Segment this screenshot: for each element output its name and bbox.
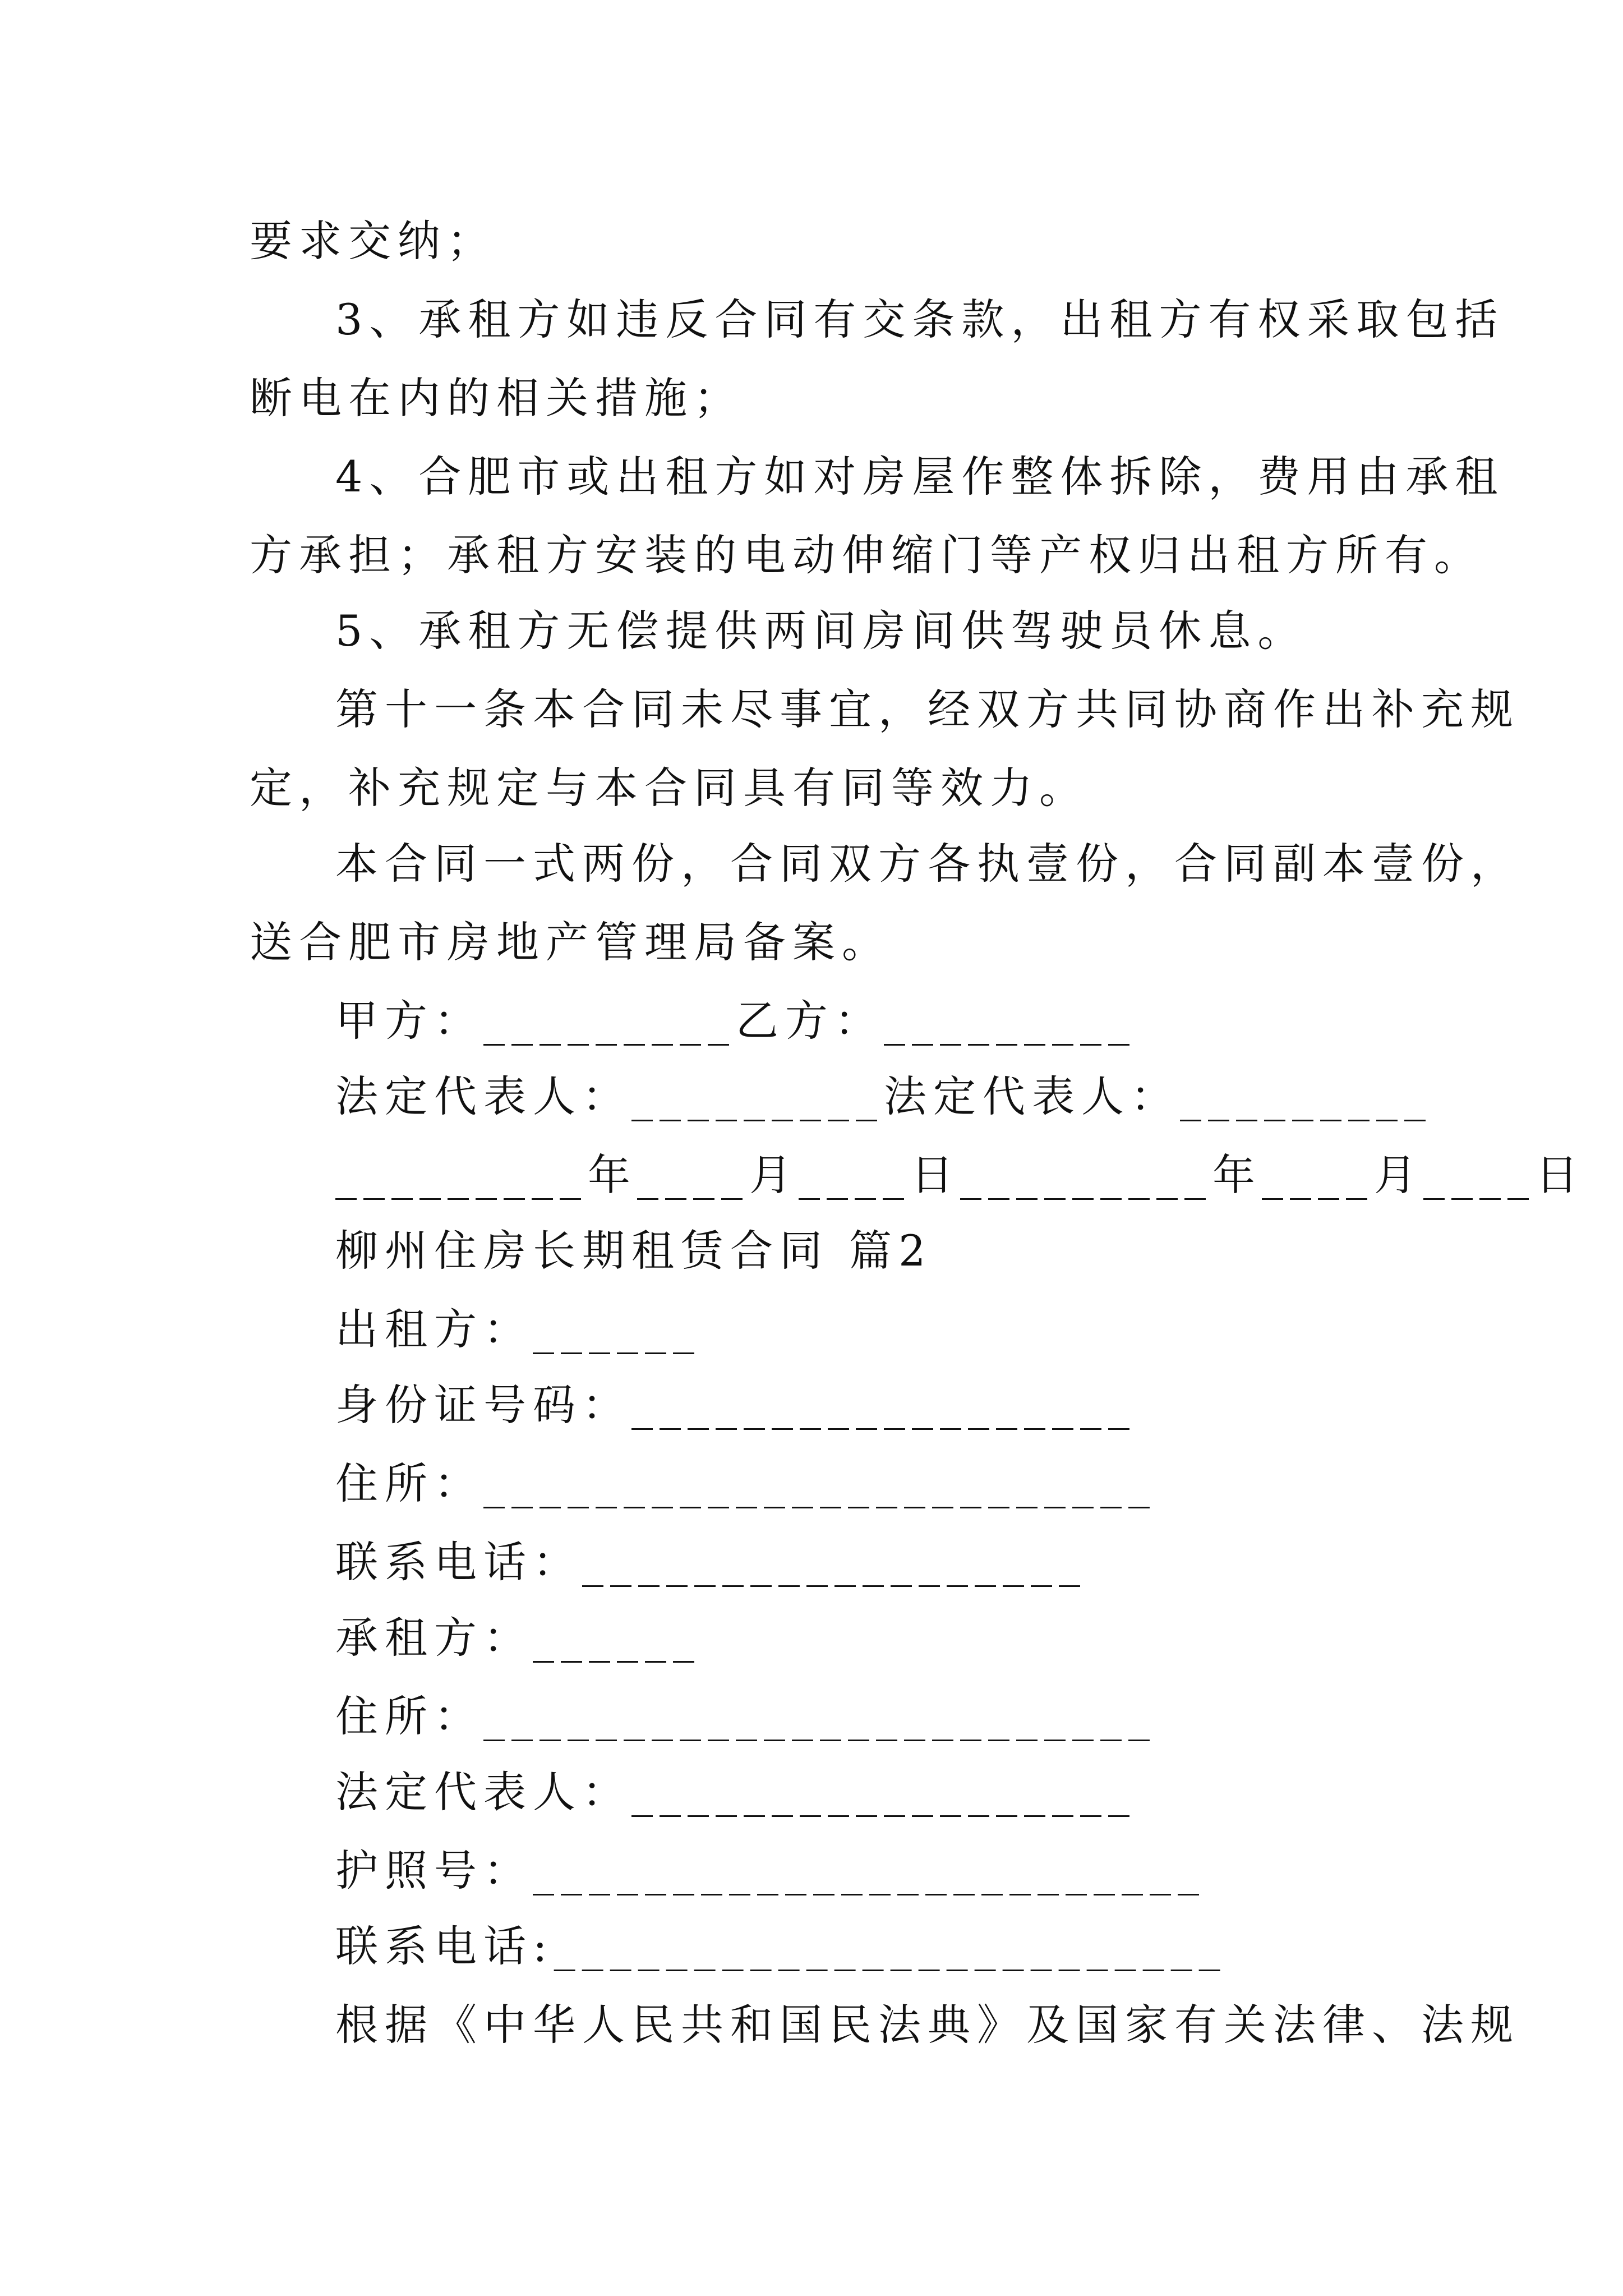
lessor-field: 出租方：______ xyxy=(335,1304,701,1354)
text-line: 要求交纳； xyxy=(250,216,496,266)
text-line: 断电在内的相关措施； xyxy=(250,373,743,423)
text-line: 4、合肥市或出租方如对房屋作整体拆除，费用由承租 xyxy=(335,452,1505,501)
passport-field: 护照号：________________________ xyxy=(335,1846,1206,1895)
section-title: 柳州住房长期租赁合同 篇2 xyxy=(335,1226,933,1276)
text-line: 方承担；承租方安装的电动伸缩门等产权归出租方所有。 xyxy=(250,530,1483,580)
signature-date-line: _________年____月____日_________年____月____日 xyxy=(335,1150,1585,1200)
signature-representative-line: 法定代表人：_________法定代表人：_________ xyxy=(335,1071,1432,1121)
phone-field: 联系电话：__________________ xyxy=(335,1537,1087,1587)
text-line: 定，补充规定与本合同具有同等效力。 xyxy=(250,763,1089,813)
id-number-field: 身份证号码：__________________ xyxy=(335,1380,1136,1430)
text-line: 送合肥市房地产管理局备案。 xyxy=(250,917,891,967)
text-line: 5、承租方无偿提供两间房间供驾驶员休息。 xyxy=(335,606,1307,656)
text-line: 根据《中华人民共和国民法典》及国家有关法律、法规 xyxy=(335,2000,1520,2050)
text-line: 第十一条本合同未尽事宜，经双方共同协商作出补充规 xyxy=(335,684,1520,734)
legal-representative-field: 法定代表人：__________________ xyxy=(335,1767,1136,1817)
phone-field: 联系电话:________________________ xyxy=(335,1921,1227,1971)
address-field: 住所：________________________ xyxy=(335,1691,1156,1741)
text-line: 本合同一式两份，合同双方各执壹份，合同副本壹份， xyxy=(335,839,1520,889)
signature-party-line: 甲方：_________乙方：_________ xyxy=(335,996,1136,1046)
text-line: 3、承租方如违反合同有交条款，出租方有权采取包括 xyxy=(335,295,1505,344)
lessee-field: 承租方：______ xyxy=(335,1613,701,1663)
address-field: 住所：________________________ xyxy=(335,1458,1156,1508)
